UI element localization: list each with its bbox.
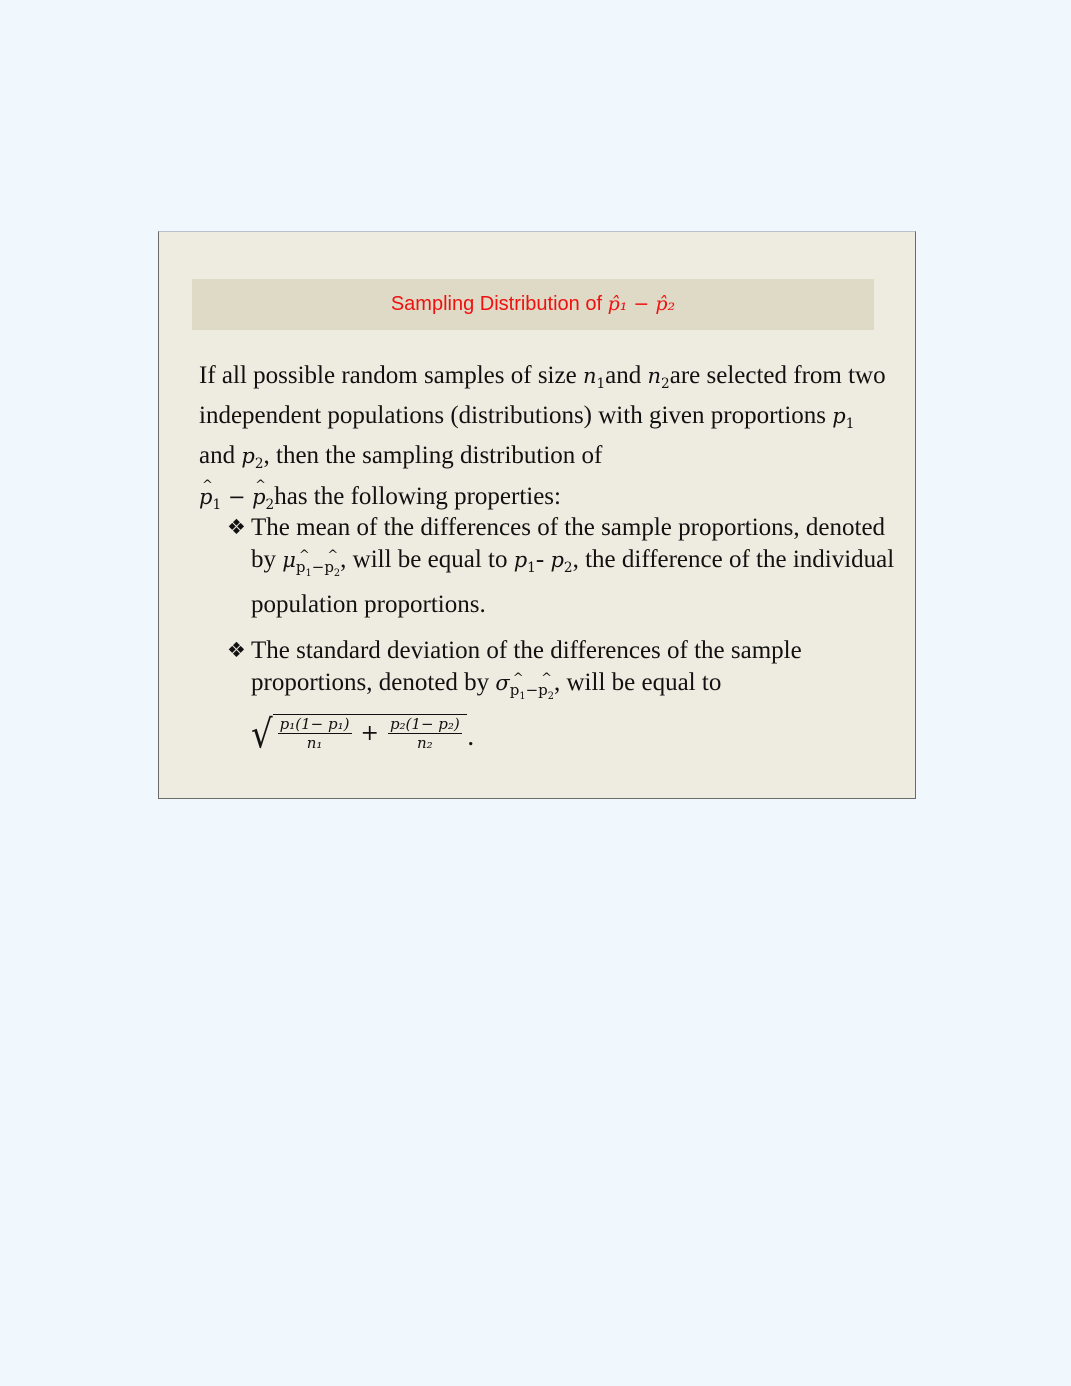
std-dev-formula: √ $\frac{\text{p₁(1− p₁)}}{\text{n₁}}$ + $\frac{\text{p₂(1− p₂)}}{\text{n₂}}$ . — [251, 712, 475, 759]
slide — [158, 231, 916, 799]
title-band — [192, 279, 874, 330]
intro-paragraph: If all possible random samples of size $n_1and$ $n_2are$ selected from two independent populations (distributions) with given proportions $p_1$ and $p_2$, then the sampling distribution of ^ $p_1$ − ^ $p_2has$ the following properties: — [199, 360, 889, 521]
diamond-bullet-icon: ❖ — [227, 515, 246, 539]
bullet-mean: ❖ The mean of the differences of the sample proportions, denoted by μ^ $_{p_1-\^{} p_2}$, will be equal to $p_1-$ $p_2$, the difference of the individual population proportions. — [227, 512, 911, 621]
slide-title: Sampling Distribution of p̂₁ − p̂₂ — [390, 293, 676, 315]
title-expression: p̂₁ − p̂₂ — [607, 293, 676, 315]
bullet-std-dev: ❖ The standard deviation of the differences of the sample proportions, denoted by σ^ $_{p_1-\^{} p_2}$, will be equal to √ $\frac{\text{p₁(1− p₁)}}{\text{n₁}}$ + $\frac{\text{p₂(1− p₂)}}{\text{n₂}}$ . — [227, 635, 911, 755]
diamond-bullet-icon: ❖ — [227, 638, 246, 662]
square-root-icon: √ — [251, 712, 273, 759]
